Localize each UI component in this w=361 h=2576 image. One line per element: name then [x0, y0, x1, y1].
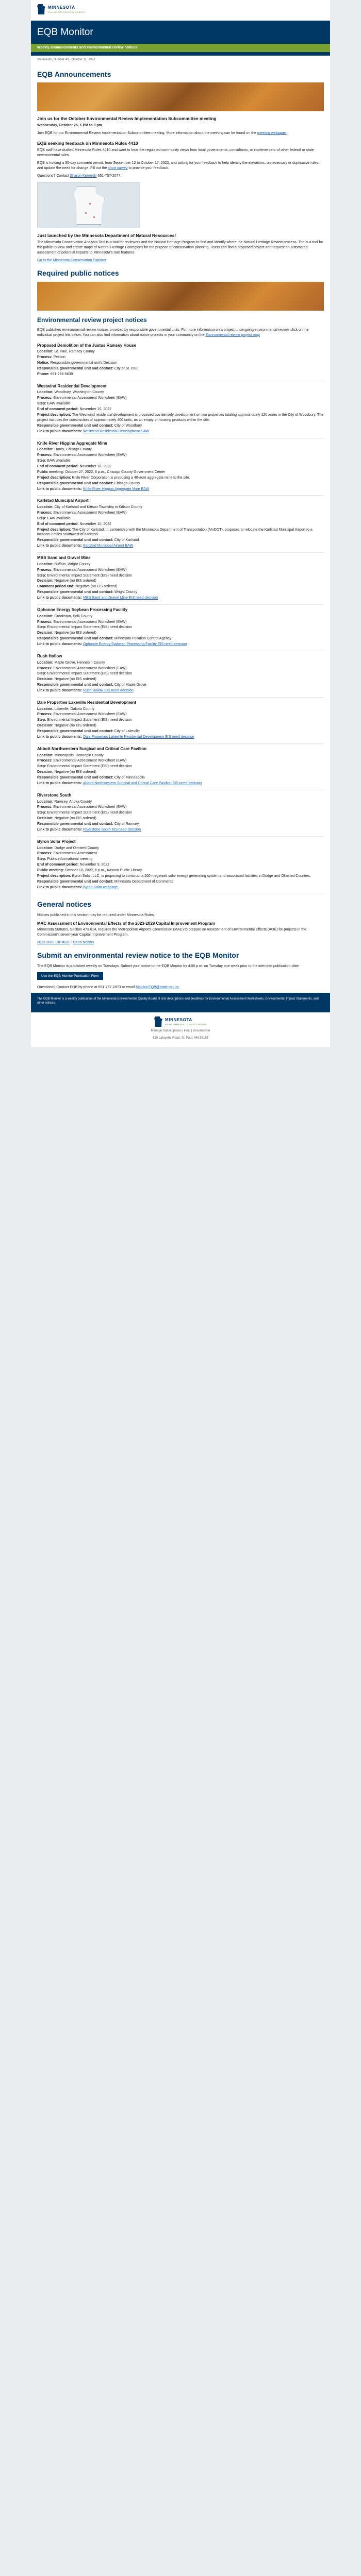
- newsletter-tagline: Weekly announcements and environmental review notices: [31, 44, 330, 52]
- newsletter: [31, 0, 330, 1047]
- project-rgu-value: Minnesota Pollution Control Agency: [114, 637, 172, 641]
- issue-dateline: Volume 46, Number 43 · October 11, 2022: [37, 58, 95, 61]
- project-title: Westwind Residential Development: [37, 383, 107, 388]
- project-location: Location: Crookston, Polk County: [37, 614, 92, 618]
- project-rgu: Responsible governmental unit and contact: City of Karlstad: [37, 538, 139, 543]
- general-notices-section: General notices Notices published in this section may be required under Minnesota Rules. MAC Assessment of Environmental Effects of the 2023-2029 Capital Improvement Program Minnesota Statutes, Section 473.614, requires the Metropolitan Airports Commission (MAC) to prepare an Assessment of Environmental Effects (AOE) for projects in the Commission's seven-year Capital Improvement Program. 2023-2029 CIP AOE · Dana Nelson: [31, 900, 330, 945]
- project-end: End of comment period: November 10, 2022: [37, 407, 111, 411]
- project-rgu-value: City of St. Paul: [114, 366, 139, 370]
- project-card: [37, 605, 324, 651]
- short-survey-link[interactable]: short survey: [108, 166, 128, 171]
- project-rgu-value: City of Ramsey: [114, 822, 139, 826]
- project-rgu-value: City of Lakeville: [114, 730, 140, 734]
- project-meeting-value: October 18, 2022, 6 p.m., Kasson Public Library: [65, 869, 142, 873]
- general-intro: Notices published in this section may be required under Minnesota Rules.: [37, 913, 155, 917]
- project-location-value: Crookston, Polk County: [54, 614, 92, 618]
- project-decision: Decision: Negative (no EIS ordered): [37, 631, 96, 635]
- project-rgu: Responsible governmental unit and contact: Wright County: [37, 590, 137, 595]
- masthead: [31, 0, 330, 21]
- project-process: Process: Environmental Assessment Worksheet (EAW): [37, 759, 127, 763]
- project-process: Process: Environmental Assessment Worksheet (EAW): [37, 713, 127, 717]
- monitor-email-link[interactable]: Monitor.EQB@state.mn.us.: [136, 986, 179, 990]
- project-location: Location: Ramsey, Anoka County: [37, 800, 92, 804]
- autumn-leaves-image: [37, 82, 324, 111]
- project-link-row: Link to public documents: Karlstad Municipal Airport EAW: [37, 544, 134, 548]
- project-desc-value: The City of Karlstad, in partnership with the Minnesota Department of Transportation (MnDOT), proposes to relocate the Karlstad Municipal Airport to a location 2 miles southwest of Karlstad.: [37, 528, 313, 537]
- project-step-value: EAW available: [47, 516, 71, 520]
- announcement-title: Just launched by the Minnesota Department of Natural Resources!: [37, 233, 176, 239]
- general-notice-title: MAC Assessment of Environmental Effects of the 2023-2029 Capital Improvement Program: [37, 921, 215, 926]
- project-step: Step: Environmental Impact Statement (EIS) need decision: [37, 718, 133, 722]
- project-rgu: Responsible governmental unit and contact: City of Minneapolis: [37, 776, 145, 780]
- publication-form-button[interactable]: Use the EQB Monitor Publication Form: [37, 972, 103, 980]
- project-link-row: Link to public documents: Rush Hollow EIS need decision: [37, 689, 134, 693]
- project-meeting-value: October 27, 2022, 6 p.m., Chisago County Government Center: [65, 470, 166, 474]
- project-step-value: Environmental Impact Statement (EIS) need decision: [47, 811, 133, 815]
- project-process-value: Environmental Assessment: [53, 852, 97, 856]
- footer-blue: [31, 993, 330, 1012]
- project-rgu-value: Chisago County: [114, 481, 140, 485]
- project-process: Process: Environmental Assessment: [37, 852, 97, 856]
- state-outline: [74, 187, 105, 225]
- project-decision: Decision: Negative (no EIS ordered): [37, 724, 96, 728]
- project-location: Location: St. Paul, Ramsey County: [37, 350, 95, 354]
- project-location-value: Ramsey, Anoka County: [54, 800, 92, 804]
- project-title: Proposed Demolition of the Justus Ramsey House: [37, 343, 137, 348]
- project-process: Process: Environmental Assessment Worksheet (EAW): [37, 396, 127, 400]
- footer-logo-line2: ENVIRONMENTAL QUALITY BOARD: [165, 1023, 207, 1026]
- project-location: Location: Dodge and Olmsted County: [37, 846, 99, 850]
- project-process: Process: Environmental Assessment Worksheet (EAW): [37, 568, 127, 572]
- project-contact: Phone: 651-266-6639: [37, 372, 73, 376]
- project-step: Step: Public informational meeting: [37, 857, 93, 861]
- project-rgu-value: Wright County: [114, 590, 137, 595]
- project-title: Rush Hollow: [37, 654, 62, 659]
- project-location-value: Maple Grove, Hennepin County: [54, 660, 105, 665]
- project-location-value: City of Karlstad and Kittson Township in Kittson County: [54, 505, 142, 509]
- project-location: Location: City of Karlstad and Kittson Township in Kittson County: [37, 505, 142, 509]
- minnesota-state-icon: [154, 1016, 162, 1027]
- notices-section: [31, 268, 330, 894]
- project-desc-value: Knife River Corporation is proposing a 40-acre aggregate mine to the site.: [72, 476, 190, 480]
- contact-label: Questions? Contact: [37, 174, 69, 178]
- project-card: [37, 341, 324, 381]
- submit-section: [31, 951, 330, 990]
- project-location-value: Buffalo, Wright County: [54, 562, 91, 566]
- project-location-value: Dodge and Olmsted County: [54, 846, 99, 850]
- project-meeting: Public meeting: October 27, 2022, 6 p.m., Chisago County Government Center: [37, 470, 166, 474]
- project-location: Location: Minneapolis, Hennepin County: [37, 753, 104, 757]
- project-title: Abbott Northwestern Surgical and Critical Care Pavilion: [37, 747, 147, 752]
- project-decision-value: Negative (no EIS ordered): [54, 631, 96, 635]
- footer-logo-line1: MINNESOTA: [165, 1018, 192, 1023]
- project-step-value: Environmental Impact Statement (EIS) need decision: [47, 718, 133, 722]
- project-rgu: Responsible governmental unit and contact: Chisago County: [37, 481, 140, 485]
- meeting-time: Wednesday, October 26, 1 PM to 3 pm: [37, 124, 102, 128]
- project-desc-value: The Westwind residential development is proposed two densely development on two properties totaling approximately 120 acres in the City of Woodbury. The project includes the construction of approximately 400 units, as an empty of housing products within the site.: [37, 413, 324, 422]
- project-rgu: Responsible governmental unit and contact: Minnesota Department of Commerce: [37, 880, 174, 884]
- project-card: [37, 651, 324, 698]
- project-link-row: Link to public documents: Dale Properties Lakeville Residential Development EIS need decision: [37, 735, 194, 739]
- project-process-value: Environmental Assessment Worksheet (EAW): [53, 805, 127, 809]
- newsletter-title: EQB Monitor: [37, 27, 93, 38]
- project-decision-value: Negative (no EIS ordered): [54, 724, 96, 728]
- general-heading: General notices: [37, 900, 92, 908]
- project-rgu-value: Minnesota Department of Commerce: [114, 880, 174, 884]
- project-process: Process: Environmental Assessment Worksheet (EAW): [37, 666, 127, 670]
- announcement-body: EQB is holding a 30-day comment period, from September 12 to October 17, 2022, and asking for your feedback to help identify the elevations, unnecessary or duplicative rules, and update the need for change. Fill out the: [37, 161, 320, 171]
- project-process-value: Environmental Assessment Worksheet (EAW): [53, 620, 127, 624]
- cip-aoe-link[interactable]: 2023-2029 CIP AOE: [37, 941, 70, 945]
- project-step: Step: Environmental Impact Statement (EIS) need decision: [37, 811, 133, 815]
- project-location-value: Minneapolis, Hennepin County: [54, 753, 104, 757]
- project-end: End of comment period: November 9, 2022: [37, 863, 110, 867]
- submit-body: The EQB Monitor is published weekly on Tuesdays. Submit your notice to the EQB Monitor by 4:00 p.m. on Tuesday one week prior to the intended publication date.: [37, 964, 300, 968]
- meeting-webpage-link[interactable]: meeting webpage.: [257, 131, 287, 135]
- project-title: Ophonne Energy Soybean Processing Facility: [37, 607, 128, 613]
- project-rgu-value: City of Woodbury: [114, 423, 142, 428]
- general-contact-link[interactable]: Dana Nelson: [73, 941, 94, 945]
- project-contact-value: 651-266-6639: [50, 372, 73, 376]
- project-title: Dale Properties Lakeville Residential Development: [37, 700, 137, 705]
- eqb-logo: [37, 1016, 324, 1027]
- project-rgu: Responsible governmental unit and contact: Minnesota Pollution Control Agency: [37, 637, 172, 641]
- project-process-value: Environmental Assessment Worksheet (EAW): [53, 666, 127, 670]
- announcement-body: Join EQB for our Environmental Review Implementation Subcommittee meeting. More information about the meeting can be found on the: [37, 131, 256, 135]
- project-desc: Project description: The Westwind residential development is proposed two densely development on two properties totaling approximately 120 acres in the City of Woodbury. The project includes the construction of approximately 400 units, as an empty of housing products within the site.: [37, 413, 324, 422]
- project-title: Karlstad Municipal Airport: [37, 498, 89, 503]
- project-desc: Project description: The City of Karlstad, in partnership with the Minnesota Department of Transportation (MnDOT), proposes to relocate the Karlstad Municipal Airport to a location 2 miles southwest of Karlstad.: [37, 528, 313, 537]
- project-process-value: Environmental Assessment Worksheet (EAW): [53, 511, 127, 515]
- notices-heading: Required public notices: [37, 268, 119, 277]
- project-rgu: Responsible governmental unit and contact: City of Woodbury: [37, 423, 142, 428]
- logo-line1: MINNESOTA: [48, 5, 75, 10]
- issue-date: October 11, 2022: [71, 58, 95, 61]
- project-notice: Notice: Responsible governmental unit's Decision: [37, 361, 118, 365]
- project-document-link[interactable]: Westwind Residential Development EAW: [83, 429, 149, 433]
- project-process: Process: Environmental Assessment Worksheet (EAW): [37, 805, 127, 809]
- project-comment-end-value: Negative (no EIS ordered): [75, 585, 118, 589]
- project-decision-value: Negative (no EIS ordered): [54, 770, 96, 774]
- project-rgu-value: City of Maple Grove: [114, 683, 146, 687]
- project-end-value: November 10, 2022: [79, 522, 111, 526]
- project-rgu-value: City of Karlstad: [114, 538, 139, 543]
- project-card: [37, 438, 324, 496]
- project-step: Step: Environmental Impact Statement (EIS) need decision: [37, 625, 133, 630]
- project-step-value: EAW available: [47, 401, 71, 405]
- project-process-value: Petition: [53, 355, 65, 359]
- footer-bottom: [31, 1012, 330, 1047]
- forest-image: [37, 282, 324, 311]
- project-process-value: Environmental Assessment Worksheet (EAW): [53, 396, 127, 400]
- project-meeting: Public meeting: October 18, 2022, 6 p.m., Kasson Public Library: [37, 869, 142, 873]
- project-document-link[interactable]: Knife River Higgins Aggregate Mine EAW: [83, 487, 150, 491]
- agency-logo: [37, 4, 324, 14]
- project-end: End of comment period: November 10, 2022: [37, 522, 111, 526]
- project-step-value: EAW available: [47, 459, 71, 463]
- project-document-link[interactable]: Ophonne Energy Soybean Processing Facility EIS need decision: [83, 642, 187, 647]
- project-document-link[interactable]: Karlstad Municipal Airport EAW: [83, 544, 134, 548]
- project-location: Location: Maple Grove, Hennepin County: [37, 660, 105, 665]
- project-title: Knife River Higgins Aggregate Mine: [37, 440, 107, 446]
- project-step: Step: Environmental Impact Statement (EIS) need decision: [37, 765, 133, 769]
- project-desc: Project description: Byron Solar, LLC, is proposing to construct a 200 megawatt solar energy generating system and associated facilities in Dodge and Olmsted Counties.: [37, 874, 311, 878]
- project-decision: Decision: Negative (no EIS ordered): [37, 677, 96, 682]
- project-process-value: Environmental Assessment Worksheet (EAW): [53, 759, 127, 763]
- project-link-row: Link to public documents: MBS Sand and Gravel Mine EIS need decision: [37, 596, 158, 600]
- general-notice-body: Minnesota Statutes, Section 473.614, requires the Metropolitan Airports Commission (MAC) to prepare an Assessment of Environmental Effects (AOE) for projects in the Commission's seven-year Capital Improvement Program.: [37, 928, 307, 937]
- project-decision: Decision: Negative (no EIS ordered): [37, 770, 96, 774]
- project-rgu: Responsible governmental unit and contact: City of Lakeville: [37, 730, 140, 734]
- project-process-value: Environmental Assessment Worksheet (EAW): [53, 568, 127, 572]
- project-document-link[interactable]: Byron Solar webpage: [83, 886, 118, 890]
- project-process-value: Environmental Assessment Worksheet (EAW): [53, 713, 127, 717]
- issue-volume: Volume 46, Number 43: [37, 58, 69, 61]
- project-document-link[interactable]: MBS Sand and Gravel Mine EIS need decision: [83, 596, 158, 600]
- project-process: Process: Environmental Assessment Worksheet (EAW): [37, 511, 127, 515]
- project-card: [37, 790, 324, 837]
- announcement-title: EQB seeking feedback on Minnesota Rules 4410: [37, 141, 138, 146]
- project-end-value: November 9, 2022: [79, 863, 110, 867]
- footer-links[interactable]: Manage Subscriptions | Help | Unsubscribe: [151, 1029, 210, 1032]
- project-list: [37, 341, 324, 894]
- project-end: End of comment period: November 10, 2022: [37, 464, 111, 468]
- logo-line2: POLLUTION CONTROL AGENCY: [48, 10, 86, 13]
- announcement-body: EQB staff have drafted Minnesota Rules 4410 and want to hear the regulated community views from local governments, consultants, or implementers of other federal or state environmental rules.: [37, 148, 314, 158]
- project-step-value: Environmental Impact Statement (EIS) need decision: [47, 765, 133, 769]
- project-rgu: Responsible governmental unit and contact: City of Ramsey: [37, 822, 139, 826]
- project-document-link[interactable]: Dale Properties Lakeville Residential Development EIS need decision: [83, 735, 194, 739]
- project-step: Step: EAW available: [37, 516, 71, 520]
- project-decision-value: Negative (no EIS ordered): [54, 579, 96, 583]
- project-location-value: Lakeville, Dakota County: [54, 707, 94, 711]
- announcements-heading: EQB Announcements: [37, 70, 111, 78]
- project-decision-value: Negative (no EIS ordered): [54, 817, 96, 821]
- project-card: [37, 553, 324, 605]
- project-document-link[interactable]: Abbott Northwestern Surgical and Critical Care Pavilion EIS need decision: [83, 782, 202, 786]
- announcements-section: [31, 70, 330, 263]
- footer-address: 520 Lafayette Road, St. Paul, MN 55155: [153, 1036, 208, 1040]
- project-card: [37, 698, 324, 744]
- notices-subheading: Environmental review project notices: [37, 316, 147, 324]
- contact-phone: 651-757-2077.: [97, 174, 122, 178]
- project-title: Riverstone South: [37, 793, 72, 798]
- project-step: Step: Environmental Impact Statement (EIS) need decision: [37, 672, 133, 676]
- footer-text: The EQB Monitor is a weekly publication of the Minnesota Environmental Quality Board. It lists descriptions and deadlines for Environmental Assessment Worksheets, Environmental Impact Statements, and other notices.: [37, 997, 319, 1005]
- banner: [31, 21, 330, 56]
- project-title: Byron Solar Project: [37, 839, 76, 844]
- project-end-value: November 10, 2022: [79, 464, 111, 468]
- project-document-link[interactable]: Rush Hollow EIS need decision: [83, 689, 134, 693]
- project-location-value: St. Paul, Ramsey County: [54, 350, 95, 354]
- project-location: Location: Lakeville, Dakota County: [37, 707, 94, 711]
- project-decision: Decision: Negative (no EIS ordered): [37, 817, 96, 821]
- announcement-title: Join us for the October Environmental Review Implementation Subcommittee meeting: [37, 116, 217, 122]
- project-location: Location: Woodbury, Washington County: [37, 391, 104, 395]
- project-location-value: Harris, Chisago County: [54, 447, 92, 451]
- project-step-value: Environmental Impact Statement (EIS) need decision: [47, 573, 133, 578]
- project-comment-end: Comment period end: Negative (no EIS ordered): [37, 585, 118, 589]
- project-card: [37, 496, 324, 553]
- project-map-link[interactable]: Environmental review project map: [205, 333, 260, 337]
- project-desc: Project description: Knife River Corporation is proposing a 40-acre aggregate mine to the site.: [37, 476, 190, 480]
- project-process: Process: Petition: [37, 355, 65, 359]
- announcement-body: to provide your feedback.: [128, 166, 170, 171]
- minnesota-map-image: [37, 182, 140, 228]
- project-location: Location: Buffalo, Wright County: [37, 562, 91, 566]
- project-card: [37, 744, 324, 790]
- project-link-row: Link to public documents: Knife River Higgins Aggregate Mine EAW: [37, 487, 150, 491]
- project-card: [37, 381, 324, 438]
- project-decision-value: Negative (no EIS ordered): [54, 677, 96, 682]
- project-link-row: Link to public documents: Westwind Residential Development EAW: [37, 429, 149, 433]
- announcement-body: The Minnesota Conservation Analysis Tool is a tool for reviewers and the Natural Heritage Program to find and identify where the Natural Heritage Review process. The is a tool for the public to view and create maps of Natural Heritage Ecoregions for the purpose of conservation planning. Users can find a proposed project and request an automated assessment of potential impacts to Minnesota's rare features.: [37, 241, 323, 255]
- project-document-link[interactable]: Riverstone South EIS need decision: [83, 828, 141, 832]
- project-step: Step: Environmental Impact Statement (EIS) need decision: [37, 573, 133, 578]
- project-process-value: Environmental Assessment Worksheet (EAW): [53, 453, 127, 457]
- project-rgu: Responsible governmental unit and contact: City of St. Paul: [37, 366, 139, 370]
- submit-question: Questions? Contact EQB by phone at 651-757-2873 or email: [37, 986, 135, 990]
- minnesota-state-icon: [37, 4, 45, 14]
- project-card: [37, 837, 324, 894]
- project-step: Step: EAW available: [37, 401, 71, 405]
- project-step-value: Public informational meeting: [47, 857, 93, 861]
- project-rgu: Responsible governmental unit and contact: City of Maple Grove: [37, 683, 146, 687]
- project-location-value: Woodbury, Washington County: [54, 391, 104, 395]
- project-step-value: Environmental Impact Statement (EIS) need decision: [47, 672, 133, 676]
- project-rgu-value: City of Minneapolis: [114, 776, 145, 780]
- project-link-row: Link to public documents: Riverstone South EIS need decision: [37, 828, 141, 832]
- project-decision: Decision: Negative (no EIS ordered): [37, 579, 96, 583]
- project-notice-value: Responsible governmental unit's Decision: [50, 361, 118, 365]
- project-process: Process: Environmental Assessment Worksheet (EAW): [37, 620, 127, 624]
- project-step: Step: EAW available: [37, 459, 71, 463]
- project-process: Process: Environmental Assessment Worksheet (EAW): [37, 453, 127, 457]
- project-title: MBS Sand and Gravel Mine: [37, 555, 91, 561]
- project-location: Location: Harris, Chisago County: [37, 447, 92, 451]
- submit-heading: Submit an environmental review notice to the EQB Monitor: [37, 951, 239, 959]
- notices-intro: EQB publishes environmental review notices provided by responsible governmental units. For more information on a project undergoing environmental review, click on the individual project link below. You can also find information about notice projects in your community on the: [37, 328, 309, 337]
- project-step-value: Environmental Impact Statement (EIS) need decision: [47, 625, 133, 630]
- contact-link[interactable]: Sharon Kennedy: [70, 174, 97, 178]
- conservation-explorer-link[interactable]: Go to the Minnesota Conservation Explorer: [37, 258, 107, 262]
- project-link-row: Link to public documents: Ophonne Energy Soybean Processing Facility EIS need decision: [37, 642, 187, 647]
- project-desc-value: Byron Solar, LLC, is proposing to construct a 200 megawatt solar energy generating system and associated facilities in Dodge and Olmsted Counties.: [72, 874, 311, 878]
- project-link-row: Link to public documents: Abbott Northwestern Surgical and Critical Care Pavilion EIS need decision: [37, 782, 202, 786]
- project-link-row: Link to public documents: Byron Solar webpage: [37, 886, 118, 890]
- project-end-value: November 10, 2022: [79, 407, 111, 411]
